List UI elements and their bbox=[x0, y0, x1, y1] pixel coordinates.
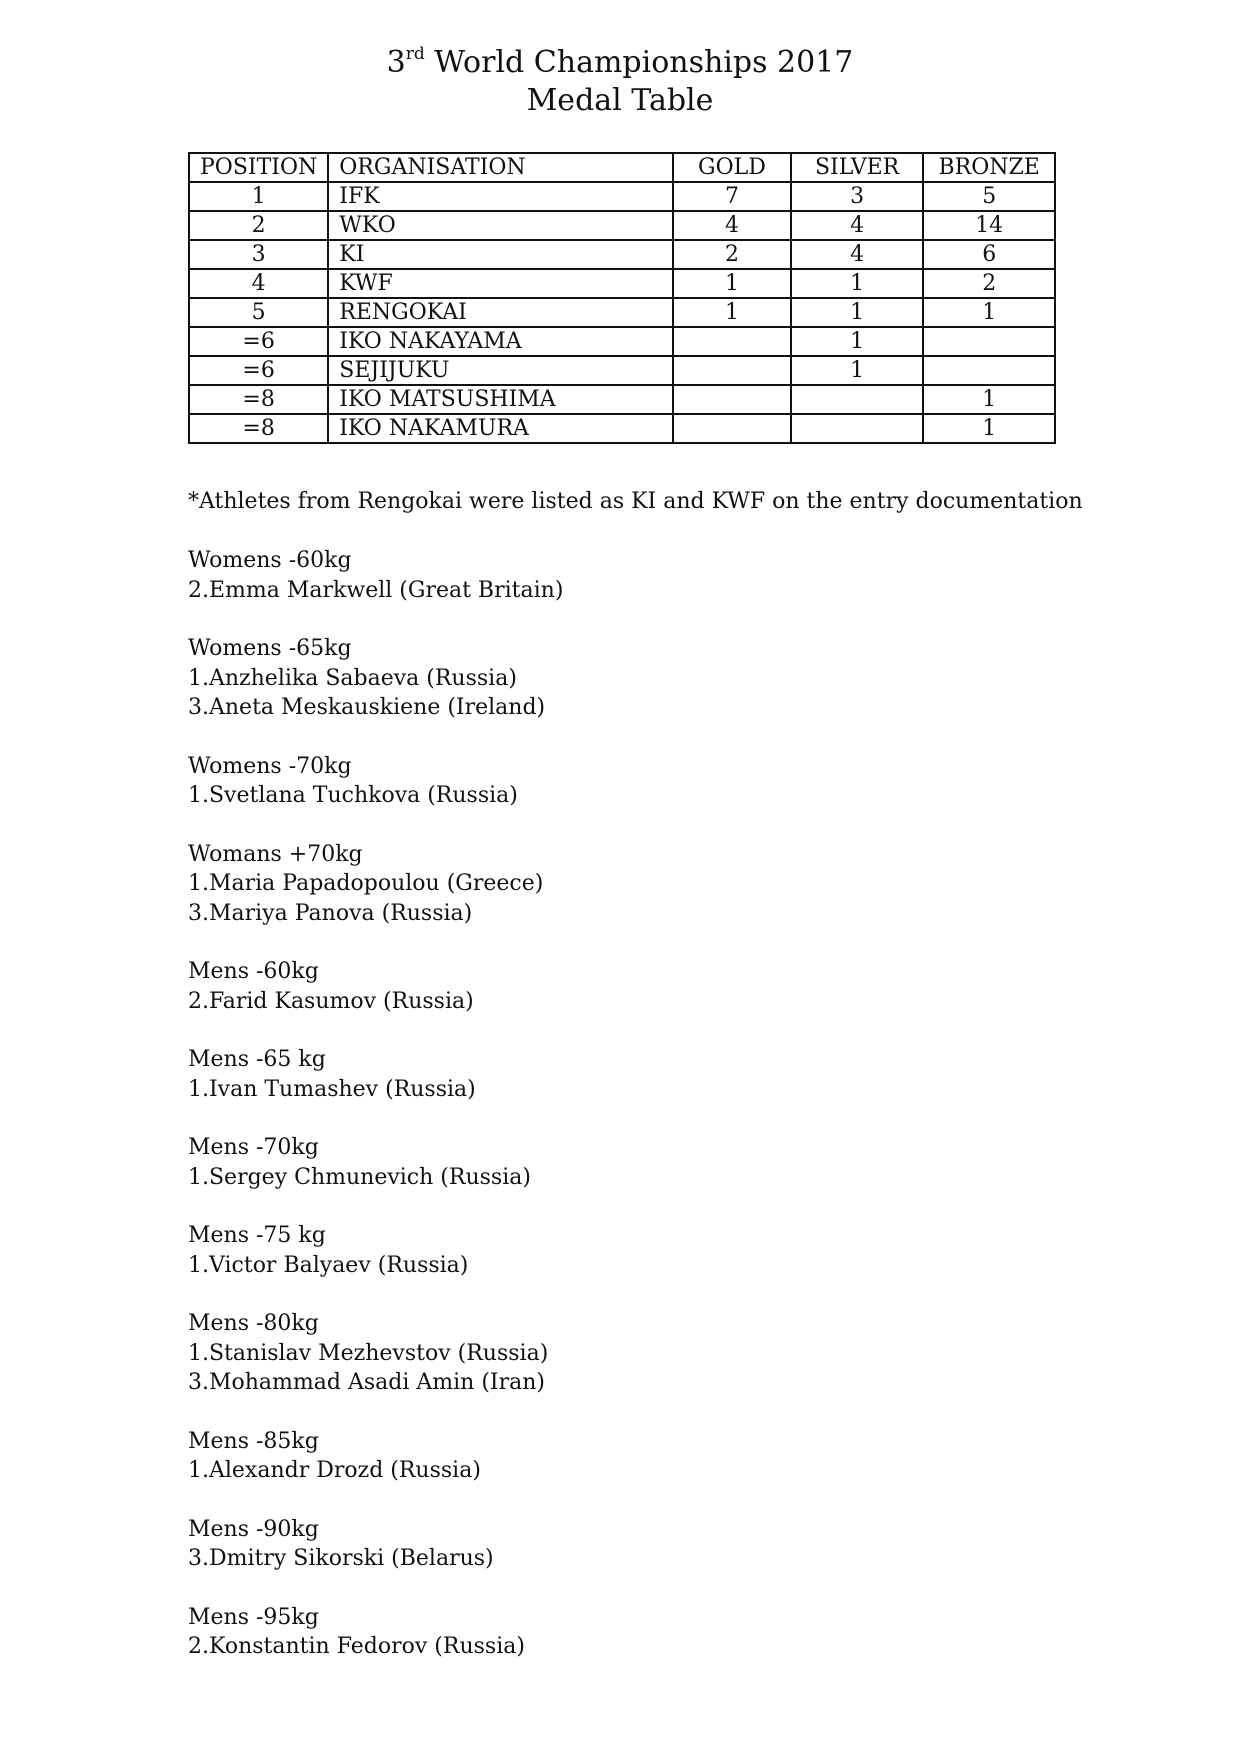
category-title: Mens -85kg bbox=[188, 1428, 319, 1454]
results-list bbox=[188, 546, 563, 1691]
header-position: POSITION bbox=[189, 153, 328, 182]
cell-position: 5 bbox=[189, 298, 328, 327]
cell-gold: 1 bbox=[673, 269, 791, 298]
category-title: Womens -70kg bbox=[188, 753, 352, 779]
cell-bronze: 2 bbox=[923, 269, 1055, 298]
cell-silver: 4 bbox=[791, 211, 924, 240]
cell-position: =6 bbox=[189, 327, 328, 356]
weight-category bbox=[188, 1045, 563, 1104]
weight-category bbox=[188, 634, 563, 723]
weight-category bbox=[188, 840, 563, 929]
table-row bbox=[189, 414, 1055, 443]
cell-organisation: WKO bbox=[328, 211, 673, 240]
cell-silver: 1 bbox=[791, 327, 924, 356]
cell-organisation: RENGOKAI bbox=[328, 298, 673, 327]
cell-organisation: IKO NAKAMURA bbox=[328, 414, 673, 443]
cell-organisation: KI bbox=[328, 240, 673, 269]
result-line: 1.Ivan Tumashev (Russia) bbox=[188, 1076, 476, 1102]
cell-position: 1 bbox=[189, 182, 328, 211]
cell-silver: 4 bbox=[791, 240, 924, 269]
cell-position: =6 bbox=[189, 356, 328, 385]
result-line: 1.Stanislav Mezhevstov (Russia) bbox=[188, 1340, 549, 1366]
result-line: 1.Svetlana Tuchkova (Russia) bbox=[188, 783, 518, 808]
cell-gold bbox=[673, 327, 791, 356]
cell-position: =8 bbox=[189, 414, 328, 443]
medal-table bbox=[188, 152, 1056, 444]
category-title: Mens -90kg bbox=[188, 1516, 319, 1542]
cell-silver bbox=[791, 414, 924, 443]
result-line: 2.Konstantin Fedorov (Russia) bbox=[188, 1634, 525, 1659]
result-line: 2.Emma Markwell (Great Britain) bbox=[188, 577, 564, 603]
weight-category bbox=[188, 957, 563, 1016]
title-rest: World Championships 2017 bbox=[424, 45, 854, 80]
weight-category bbox=[188, 1133, 563, 1192]
header-gold: GOLD bbox=[673, 153, 791, 182]
table-row bbox=[189, 327, 1055, 356]
result-line: 1.Maria Papadopoulou (Greece) bbox=[188, 871, 544, 896]
category-title: Mens -70kg bbox=[188, 1135, 319, 1160]
cell-silver: 1 bbox=[791, 298, 924, 327]
cell-gold bbox=[673, 414, 791, 443]
cell-silver bbox=[791, 385, 924, 414]
table-row bbox=[189, 182, 1055, 211]
cell-silver: 1 bbox=[791, 356, 924, 385]
cell-gold: 4 bbox=[673, 211, 791, 240]
cell-bronze: 1 bbox=[923, 385, 1055, 414]
weight-category bbox=[188, 546, 563, 605]
weight-category bbox=[188, 752, 563, 811]
header-organisation: ORGANISATION bbox=[328, 153, 673, 182]
table-row bbox=[189, 240, 1055, 269]
weight-category bbox=[188, 1427, 563, 1486]
table-row bbox=[189, 356, 1055, 385]
category-title: Womens -65kg bbox=[188, 636, 352, 661]
cell-organisation: IFK bbox=[328, 182, 673, 211]
weight-category bbox=[188, 1309, 563, 1398]
cell-position: 3 bbox=[189, 240, 328, 269]
result-line: 3.Mohammad Asadi Amin (Iran) bbox=[188, 1370, 545, 1395]
category-title: Mens -95kg bbox=[188, 1604, 319, 1630]
header-silver: SILVER bbox=[791, 153, 924, 182]
title-line-2: Medal Table bbox=[526, 83, 714, 118]
result-line: 2.Farid Kasumov (Russia) bbox=[188, 988, 474, 1014]
cell-organisation: IKO MATSUSHIMA bbox=[328, 385, 673, 414]
table-row bbox=[189, 211, 1055, 240]
weight-category bbox=[188, 1221, 563, 1280]
header-bronze: BRONZE bbox=[923, 153, 1055, 182]
result-line: 1.Alexandr Drozd (Russia) bbox=[188, 1458, 481, 1483]
result-line: 1.Sergey Chmunevich (Russia) bbox=[188, 1164, 531, 1190]
cell-bronze bbox=[923, 356, 1055, 385]
category-title: Mens -80kg bbox=[188, 1311, 319, 1336]
category-title: Womens -60kg bbox=[188, 548, 352, 573]
table-header-row bbox=[189, 153, 1055, 182]
cell-bronze: 14 bbox=[923, 211, 1055, 240]
cell-silver: 3 bbox=[791, 182, 924, 211]
weight-category bbox=[188, 1603, 563, 1662]
cell-bronze: 5 bbox=[923, 182, 1055, 211]
title-line-1 bbox=[0, 44, 1240, 82]
cell-position: 2 bbox=[189, 211, 328, 240]
category-title: Mens -75 kg bbox=[188, 1223, 326, 1248]
cell-organisation: SEJIJUKU bbox=[328, 356, 673, 385]
footnote: *Athletes from Rengokai were listed as KI and KWF on the entry documentation bbox=[188, 489, 1083, 514]
document-title bbox=[0, 44, 1240, 120]
result-line: 3.Aneta Meskauskiene (Ireland) bbox=[188, 695, 546, 720]
cell-gold bbox=[673, 356, 791, 385]
cell-bronze: 6 bbox=[923, 240, 1055, 269]
cell-gold bbox=[673, 385, 791, 414]
title-ordinal-suffix: rd bbox=[405, 44, 425, 64]
cell-organisation: KWF bbox=[328, 269, 673, 298]
table-row bbox=[189, 385, 1055, 414]
cell-gold: 2 bbox=[673, 240, 791, 269]
result-line: 3.Mariya Panova (Russia) bbox=[188, 900, 473, 926]
cell-bronze: 1 bbox=[923, 298, 1055, 327]
result-line: 1.Victor Balyaev (Russia) bbox=[188, 1252, 469, 1278]
cell-bronze bbox=[923, 327, 1055, 356]
cell-silver: 1 bbox=[791, 269, 924, 298]
category-title: Womans +70kg bbox=[188, 841, 363, 867]
medal-table-body bbox=[189, 182, 1055, 443]
category-title: Mens -60kg bbox=[188, 959, 319, 984]
title-ordinal: 3 bbox=[386, 45, 406, 80]
table-row bbox=[189, 269, 1055, 298]
category-title: Mens -65 kg bbox=[188, 1047, 326, 1072]
cell-position: =8 bbox=[189, 385, 328, 414]
cell-position: 4 bbox=[189, 269, 328, 298]
weight-category bbox=[188, 1515, 563, 1574]
table-row bbox=[189, 298, 1055, 327]
cell-organisation: IKO NAKAYAMA bbox=[328, 327, 673, 356]
cell-bronze: 1 bbox=[923, 414, 1055, 443]
result-line: 1.Anzhelika Sabaeva (Russia) bbox=[188, 665, 517, 691]
cell-gold: 1 bbox=[673, 298, 791, 327]
cell-gold: 7 bbox=[673, 182, 791, 211]
result-line: 3.Dmitry Sikorski (Belarus) bbox=[188, 1546, 494, 1571]
